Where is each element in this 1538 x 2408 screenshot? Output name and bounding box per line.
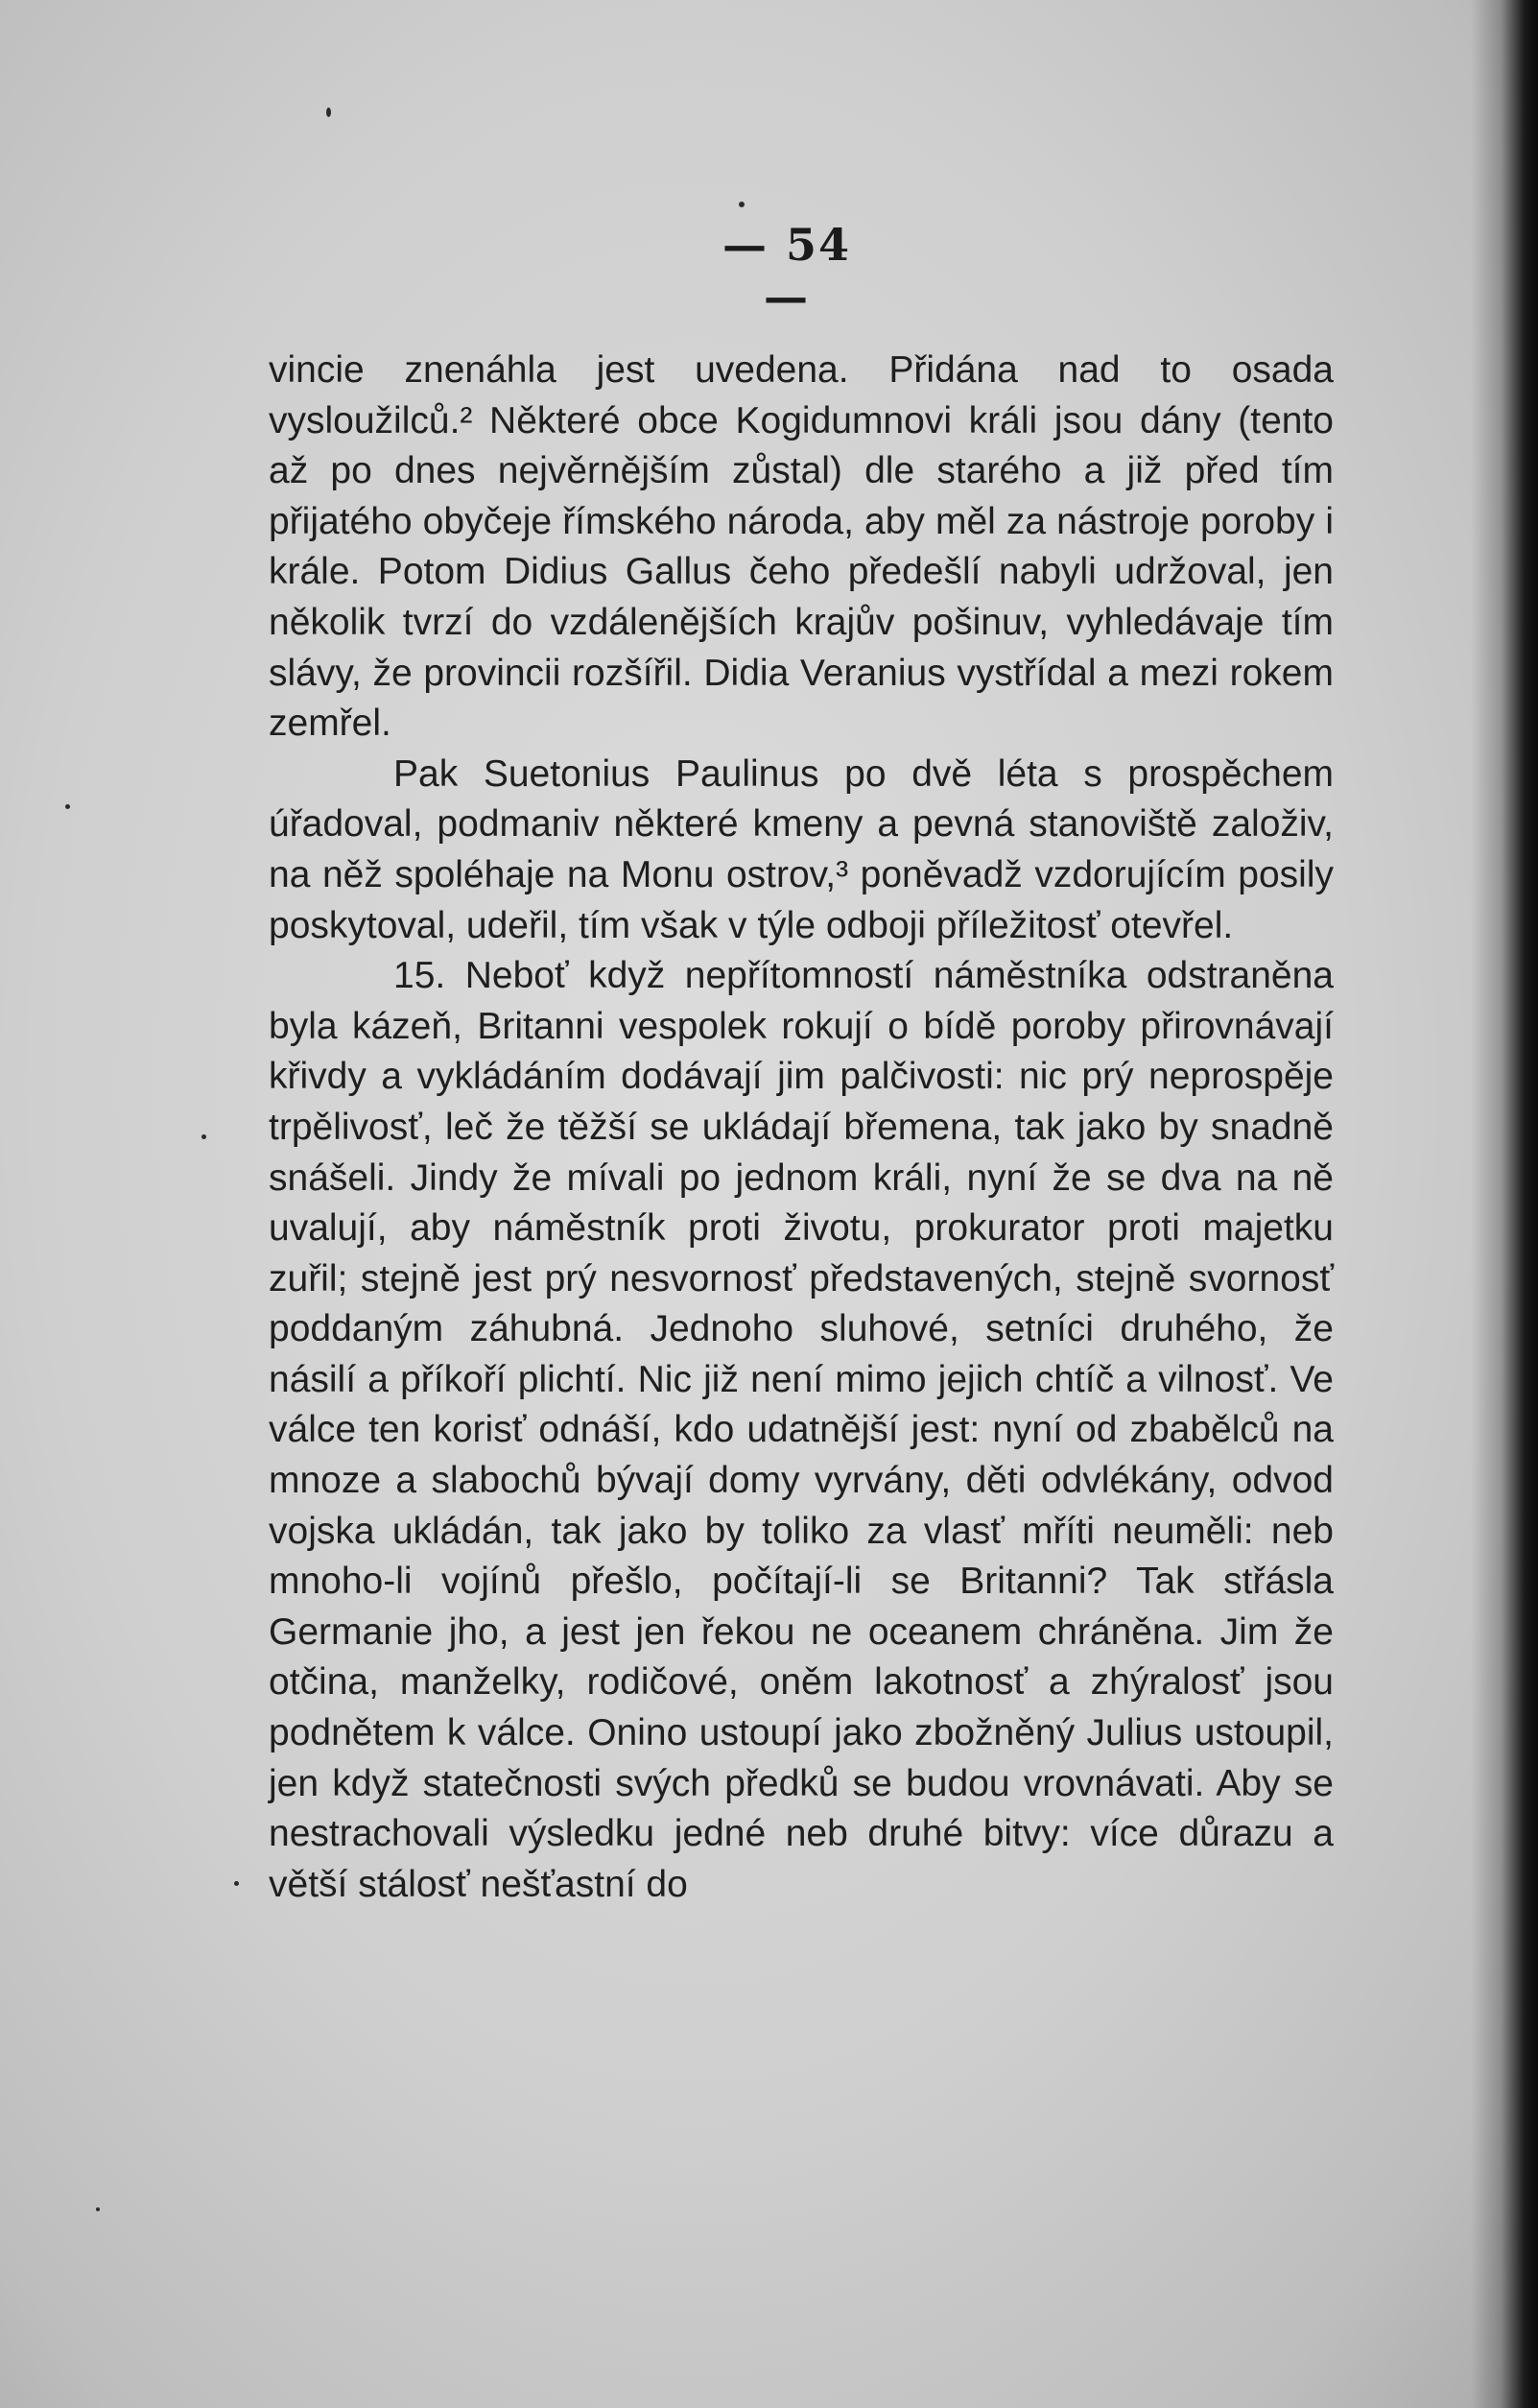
ink-speck <box>201 1134 206 1139</box>
ink-speck <box>96 2207 100 2211</box>
page-number: — 54 — <box>722 219 852 322</box>
ink-speck <box>65 804 70 809</box>
ink-speck <box>739 202 745 207</box>
ink-speck <box>326 107 331 117</box>
body-text <box>269 346 1334 1910</box>
paragraph: vincie znenáhla jest uvedena. Přidána nad to osada vysloužilců.² Některé obce Kogidumnovi králi jsou dány (tento až po dnes nejvěrnějším zůstal) dle starého a již před tím přijatého obyčeje římského národa, aby měl za nástroje poroby i krále. Potom Didius Gallus čeho předešlí nabyli udržoval, jen několik tvrzí do vzdálenějších krajův pošinuv, vyhledávaje tím slávy, že provincii rozšířil. Didia Veranius vystřídal a mezi rokem zemřel. <box>269 349 1334 745</box>
paragraph: Pak Suetonius Paulinus po dvě léta s prospěchem úřadoval, podmaniv některé kmeny a pevná stanoviště založiv, na něž spoléhaje na Monu ostrov,³ poněvadž vzdorujícím posily poskytoval, udeřil, tím však v týle odboji příležitosť otevřel. <box>269 752 1334 946</box>
paragraph: 15. Neboť když nepřítomností náměstníka odstraněna byla kázeň, Britanni vespolek rokují o bídě poroby přirovnávají křivdy a vykládáním dodávají jim palčivosti: nic prý neprospěje trpělivosť, leč že těžší se ukládají břemena, tak jako by snadně snášeli. Jindy že mívali po jednom králi, nyní že se dva na ně uvalují, aby náměstník proti životu, prokurator proti majetku zuřil; stejně jest prý nesvornosť představených, stejně svornosť poddaným záhubná. Jednoho sluhové, setníci druhého, že násilí a příkoří plichtí. Nic již není mimo jejich chtíč a vilnosť. Ve válce ten korisť odnáší, kdo udatnější jest: nyní od zbabělců na mnoze a slabochů bývají domy vyrvány, děti odvlékány, odvod vojska ukládán, tak jako by toliko za vlasť mříti neuměli: neb mnoho-li vojínů přešlo, počítají-li se Britanni? Tak střásla Germanie jho, a jest jen řekou ne oceanem chráněna. Jim že otčina, manželky, rodičové, oněm lakotnosť a zhýralosť jsou podnětem k válce. Onino ustoupí jako zbožněný Julius ustoupil, jen když statečnosti svých předků se budou vrovnávati. Aby se nestrachovali výsledku jedné neb druhé bitvy: více důrazu a větší stálosť nešťastní do <box>269 955 1334 1905</box>
ink-speck <box>234 1881 239 1886</box>
page-edge-shadow <box>1471 0 1538 2408</box>
